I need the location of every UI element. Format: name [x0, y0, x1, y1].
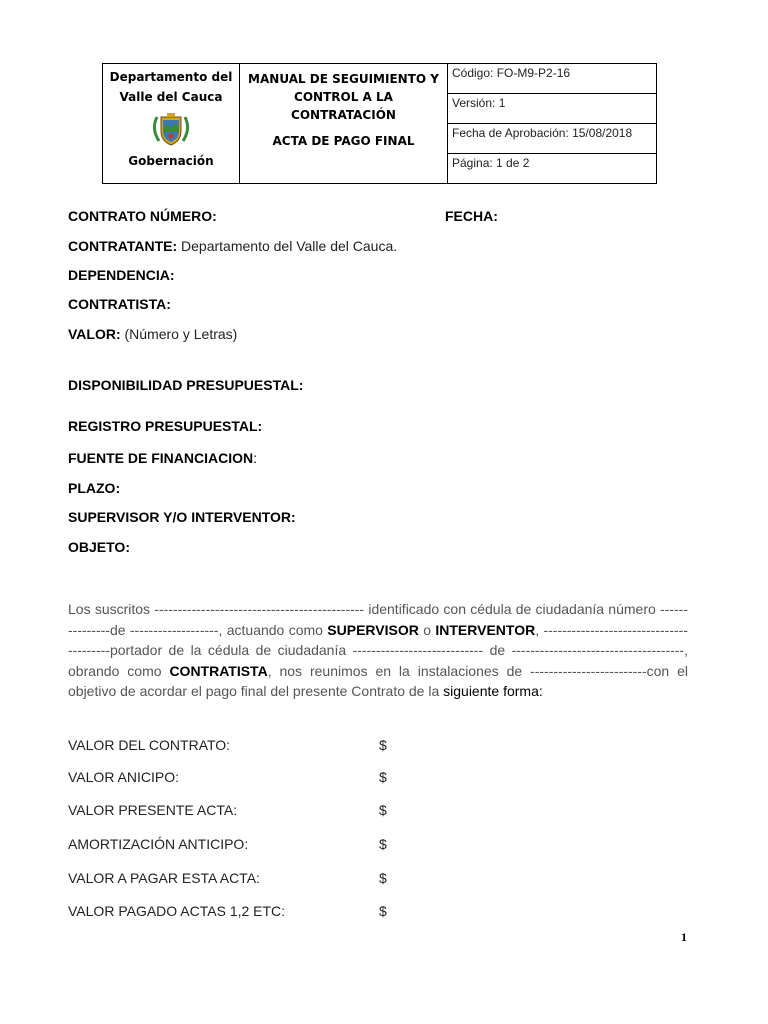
fuente-field	[68, 450, 257, 466]
header-title-cell	[240, 64, 448, 184]
document-header	[102, 63, 657, 184]
contratante-field	[68, 238, 397, 254]
gobernacion-label: Gobernación	[128, 154, 214, 168]
valor-contrato-label: VALOR DEL CONTRATO:	[68, 737, 231, 753]
fecha-aprobacion-cell: Fecha de Aprobación: 15/08/2018	[448, 124, 657, 154]
manual-title: MANUAL DE SEGUIMIENTO Y CONTROL A LA CONTRATACIÓN	[248, 72, 439, 122]
pagina-cell: Página: 1 de 2	[448, 154, 657, 184]
interventor-bold: INTERVENTOR	[435, 621, 536, 638]
valor-contrato-dollar: $	[379, 737, 387, 753]
valor-field	[68, 326, 237, 342]
disponibilidad-label: DISPONIBILIDAD PRESUPUESTAL:	[68, 377, 304, 393]
coat-of-arms-icon	[149, 111, 193, 147]
header-department-cell	[103, 64, 240, 184]
amortizacion-anticipo-label: AMORTIZACIÓN ANTICIPO:	[68, 836, 249, 852]
paragraph-o: o	[418, 621, 436, 638]
contratista-label: CONTRATISTA:	[68, 296, 171, 312]
paragraph-text-1: Los suscritos --------------------------------------------- identificado con cédula de ciudadanía número ---------------de -------------------, actuando como	[68, 601, 688, 638]
fuente-colon: :	[253, 450, 258, 466]
codigo-cell: Código: FO-M9-P2-16	[448, 64, 657, 94]
valor-pagar-acta-label: VALOR A PAGAR ESTA ACTA:	[68, 870, 260, 886]
paragraph-text-3: , nos reunimos en la instalaciones de -------------------------con el objetivo de acordar el pago final del presente Contrato de la	[68, 662, 688, 699]
contrato-numero-label: CONTRATO NÚMERO:	[68, 208, 217, 224]
valor-anicipo-dollar: $	[379, 769, 387, 785]
valor-pagado-actas-label: VALOR PAGADO ACTAS 1,2 ETC:	[68, 903, 286, 919]
supervisor-label: SUPERVISOR Y/O INTERVENTOR:	[68, 509, 296, 525]
valor-value: (Número y Letras)	[120, 326, 238, 342]
valor-pagar-acta-dollar: $	[379, 870, 387, 886]
page-number: 1	[681, 930, 687, 944]
amortizacion-anticipo-dollar: $	[379, 836, 387, 852]
version-cell: Versión: 1	[448, 94, 657, 124]
fecha-label: FECHA:	[445, 208, 498, 224]
valor-label: VALOR:	[68, 326, 121, 342]
department-line1: Departamento del	[109, 70, 233, 84]
contratante-label: CONTRATANTE:	[68, 238, 178, 254]
body-paragraph	[68, 599, 688, 702]
objeto-label: OBJETO:	[68, 539, 130, 555]
department-line2: Valle del Cauca	[119, 90, 223, 104]
valor-pagado-actas-dollar: $	[379, 903, 387, 919]
contratista-bold: CONTRATISTA	[169, 662, 268, 679]
supervisor-bold: SUPERVISOR	[327, 621, 419, 638]
fuente-label: FUENTE DE FINANCIACION	[68, 450, 254, 466]
plazo-label: PLAZO:	[68, 480, 121, 496]
dependencia-label: DEPENDENCIA:	[68, 267, 175, 283]
valor-anicipo-label: VALOR ANICIPO:	[68, 769, 179, 785]
registro-label: REGISTRO PRESUPUESTAL:	[68, 418, 263, 434]
contratante-value: Departamento del Valle del Cauca.	[177, 238, 398, 254]
paragraph-text-2: , ----------------------------------------portador de la cédula de ciudadanía ---------------------------- de -------------------------------------, obrando como	[68, 621, 688, 679]
paragraph-text-4: siguiente forma:	[443, 683, 543, 699]
valor-presente-acta-dollar: $	[379, 802, 387, 818]
acta-title: ACTA DE PAGO FINAL	[272, 134, 415, 148]
valor-presente-acta-label: VALOR PRESENTE ACTA:	[68, 802, 238, 818]
